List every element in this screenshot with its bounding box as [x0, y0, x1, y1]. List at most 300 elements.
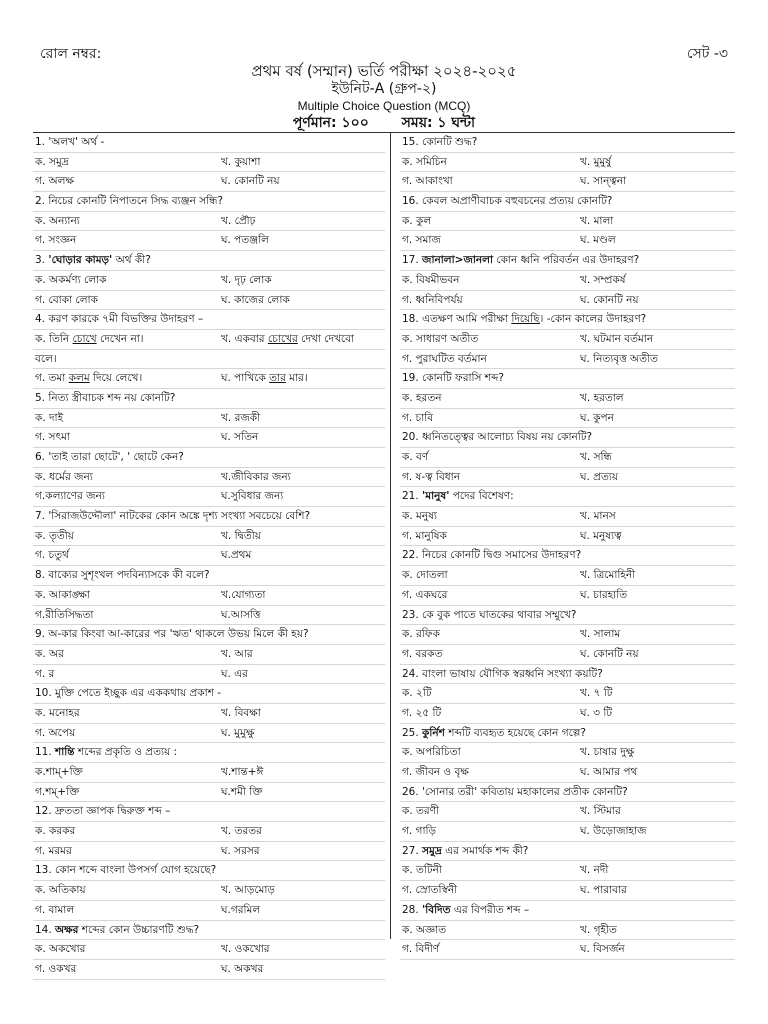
option-row — [33, 960, 385, 980]
question-stem-text: 26. 'সোনার তরী' কবিতায় মহাকালের প্রতীক কোনটি? — [402, 785, 628, 798]
option-text: ক. সাধারণ অতীত — [402, 332, 479, 345]
option-left — [402, 291, 463, 310]
option-row — [400, 409, 735, 429]
question-stem-text: কোন ধ্বনি পরিবর্তন এর উদাহরণ? — [493, 254, 640, 267]
option-right — [221, 763, 263, 782]
option-right — [580, 330, 653, 349]
option-row — [400, 527, 735, 547]
option-right — [580, 172, 626, 191]
option-text: ক.শাম্+ক্তি — [35, 766, 83, 778]
option-right — [580, 684, 612, 703]
question-stem — [33, 192, 385, 212]
option-left — [402, 172, 453, 191]
option-text: ক. তটিনী — [402, 864, 442, 877]
option-row — [400, 763, 735, 783]
option-left — [402, 527, 447, 546]
option-right — [580, 704, 612, 723]
option-right — [221, 271, 272, 290]
option-text: খ. গৃহীত — [580, 923, 617, 936]
question-stem — [400, 724, 735, 744]
option-row — [400, 822, 735, 842]
question-2 — [33, 192, 385, 251]
option-left — [402, 645, 442, 664]
question-stem — [400, 546, 735, 566]
option-row — [400, 153, 735, 173]
option-row — [33, 231, 385, 251]
option-text: ঘ. কাজের লোক — [221, 293, 290, 306]
exam-title: প্রথম বর্ষ (সম্মান) ভর্তি পরীক্ষা ২০২৪-২০২৫ — [251, 62, 517, 80]
set-label: সেট -৩ — [686, 46, 728, 62]
option-text: ঘ. চারহাতি — [580, 588, 628, 601]
option-right — [221, 428, 258, 447]
option-text: ঘ. অকখর — [221, 962, 264, 975]
option-left — [35, 645, 64, 664]
option-row — [400, 566, 735, 586]
option-row — [400, 448, 735, 468]
question-stem — [400, 192, 735, 212]
question-stem-text: 18. এতক্ষণ আমি পরীক্ষা — [402, 313, 512, 326]
option-text: ক. অকর্মণ্য লোক — [35, 273, 107, 286]
option-text: ক. অন্যান্য — [35, 214, 80, 227]
option-row — [400, 802, 735, 822]
option-text: ঘ.গরমিল — [221, 903, 261, 916]
option-row — [33, 606, 385, 626]
question-stem-text: 27. — [402, 844, 423, 857]
question-stem-text: শব্দের কোন উচ্চারণটি শুদ্ধ? — [78, 923, 200, 936]
exam-unit: ইউনিট-A (গ্রুপ-২) — [331, 81, 437, 97]
option-text: ঘ. কোনটি নয় — [221, 175, 280, 188]
option-row — [400, 625, 735, 645]
option-row — [33, 330, 385, 350]
option-text: গ. মানুষিক — [402, 529, 447, 542]
question-stem — [33, 684, 385, 704]
option-row — [33, 783, 385, 803]
option-left — [35, 153, 69, 172]
question-stem-text: 23. কে বুক পাতে ঘাতকের থাবার সম্মুখে? — [402, 608, 577, 621]
option-row — [33, 527, 385, 547]
option-left — [35, 901, 74, 920]
option-text: খ. চাষার দুক্ষু — [580, 746, 635, 759]
option-left — [35, 330, 144, 349]
option-right — [221, 527, 261, 546]
option-left — [402, 704, 441, 723]
option-text: গ. আকাংখা — [402, 175, 453, 188]
option-text: ক. অর — [35, 647, 64, 660]
question-stem — [33, 310, 385, 330]
exam-duration: সময়: ১ ঘন্টা — [401, 115, 476, 131]
question-stem-text: 20. ধ্বনিতত্ত্বের আলোচ্য বিষয় নয় কোনটি? — [402, 431, 593, 444]
question-17 — [400, 251, 735, 310]
option-text: ঘ. কোনটি নয় — [580, 293, 639, 306]
option-left — [402, 566, 448, 585]
question-stem-text: 25. — [402, 726, 423, 739]
option-row — [400, 645, 735, 665]
option-text: ঘ. পারাবার — [580, 884, 627, 897]
question-stem — [33, 802, 385, 822]
option-left — [35, 369, 142, 388]
option-text: খ. ৭ টি — [580, 687, 613, 700]
option-text: ক. করকর — [35, 825, 76, 838]
option-right — [580, 212, 613, 231]
option-right — [580, 271, 626, 290]
option-text: ঘ. মনুষ্যত্ব — [580, 529, 622, 542]
option-text: খ.শান্ত+ঈ — [221, 766, 264, 778]
option-text: ঘ. কুপন — [580, 411, 614, 424]
question-stem — [400, 783, 735, 803]
option-row — [400, 330, 735, 350]
option-row — [400, 704, 735, 724]
question-stem — [400, 606, 735, 626]
question-stem-text: 12. দ্রুততা জ্ঞাপক দ্বিরুক্ত শব্দ – — [35, 805, 171, 818]
option-left — [35, 546, 69, 565]
option-text: তার — [269, 372, 286, 385]
option-right — [580, 940, 625, 959]
option-row — [33, 212, 385, 232]
option-right — [221, 901, 260, 920]
option-row — [400, 507, 735, 527]
option-row — [33, 468, 385, 488]
question-stem — [33, 921, 385, 941]
option-row — [33, 940, 385, 960]
option-text: ঘ. সরসর — [221, 844, 260, 857]
option-text: ক. হরতন — [402, 391, 442, 404]
option-text: ঘ. মুমুক্ষু — [221, 726, 255, 739]
option-left — [35, 231, 76, 250]
question-28 — [400, 901, 735, 960]
option-left — [402, 802, 439, 821]
option-right — [221, 330, 354, 349]
option-text: খ.জীবিকার জন্য — [221, 470, 291, 483]
question-8 — [33, 566, 385, 625]
question-stem-text: 1. 'অলখ' অর্থ - — [35, 136, 105, 148]
option-text: গ. ধ্বনিবিপর্যয় — [402, 293, 463, 306]
question-3 — [33, 251, 385, 310]
option-right — [580, 409, 614, 428]
option-text: খ.যোগ্যতা — [221, 588, 266, 601]
question-22 — [400, 546, 735, 605]
question-stem — [33, 861, 385, 881]
question-stem-text: কুর্নিশ — [422, 726, 445, 739]
option-text: গ.রীতিসিদ্ধতা — [35, 608, 94, 621]
option-left — [402, 389, 441, 408]
option-left — [402, 350, 487, 369]
option-text: গ. সমাজ — [402, 234, 441, 247]
option-right — [221, 606, 261, 625]
option-left — [402, 468, 460, 487]
option-row — [400, 586, 735, 606]
option-row — [400, 231, 735, 251]
option-row — [33, 487, 385, 507]
option-left — [402, 330, 478, 349]
option-text: ক. মনোহর — [35, 706, 80, 719]
option-right — [221, 940, 270, 959]
question-5 — [33, 389, 385, 448]
option-text: খ. সম্প্রকর্ষ — [580, 273, 626, 286]
option-text: গ. চাবি — [402, 411, 434, 424]
option-text: গ. অপেয় — [35, 726, 76, 739]
option-right — [580, 350, 658, 369]
question-stem-text: 11. — [35, 746, 56, 759]
option-right — [221, 960, 263, 979]
option-text: খ. দৃঢ় লোক — [221, 273, 272, 286]
option-text: গ.কল্যাণের জন্য — [35, 490, 105, 503]
option-left — [35, 763, 83, 782]
question-stem-text: 13. কোন শব্দে বাংলা উপসর্গ যোগ হয়েছে? — [35, 864, 217, 877]
question-stem-text: সমুদ্র — [422, 844, 442, 857]
question-stem-text: 'ঘোড়ার কামড়' — [48, 254, 113, 267]
question-25 — [400, 724, 735, 783]
question-stem-text: 15. কোনটি শুদ্ধ? — [402, 136, 478, 148]
option-right — [221, 822, 262, 841]
option-left — [35, 881, 86, 900]
option-text: দেখা দেখবো — [297, 332, 354, 345]
option-text: ক. তরণী — [402, 805, 440, 818]
question-stem-text: অক্ষর — [55, 923, 79, 936]
option-text: কলম — [68, 372, 90, 385]
option-text: মার। — [285, 372, 308, 385]
question-14 — [33, 921, 385, 980]
question-16 — [400, 192, 735, 251]
question-13 — [33, 861, 385, 920]
question-stem — [33, 389, 385, 409]
option-text: খ. রজকী — [221, 411, 261, 424]
option-text: ক. আকাঙ্ক্ষা — [35, 588, 90, 601]
question-stem-text: 'মানুষ' — [422, 490, 450, 503]
question-stem — [400, 133, 735, 153]
option-right — [221, 153, 260, 172]
option-text: গ. স্রোতস্বিনী — [402, 884, 458, 897]
option-row — [33, 842, 385, 862]
option-text: দিয়ে লেখে। — [89, 372, 143, 385]
question-stem — [33, 448, 385, 468]
option-row — [33, 369, 385, 389]
option-left — [402, 743, 461, 762]
option-left — [402, 448, 428, 467]
option-left — [402, 153, 447, 172]
option-left — [402, 763, 469, 782]
option-left — [35, 271, 107, 290]
question-15 — [400, 133, 735, 192]
option-text: ঘ. আমার পথ — [580, 766, 638, 778]
option-right — [221, 468, 291, 487]
option-right — [580, 291, 639, 310]
question-stem — [400, 901, 735, 921]
option-text: খ. সন্ধি — [580, 451, 612, 463]
option-right — [580, 763, 637, 782]
option-right — [580, 743, 634, 762]
question-column-left — [33, 133, 385, 980]
option-row — [400, 861, 735, 881]
option-text: ক. সমিচিন — [402, 155, 447, 168]
question-stem — [33, 566, 385, 586]
option-row — [400, 291, 735, 311]
option-text: গ. বোকা লোক — [35, 293, 98, 306]
option-row — [33, 665, 385, 685]
option-text: ঘ. এর — [221, 667, 248, 680]
option-right — [580, 921, 617, 940]
question-stem — [400, 665, 735, 685]
question-stem-text: 9. অ-কার কিংবা আ-কারের পর 'ঋত' থাকলে উভয় মিলে কী হয়? — [35, 628, 309, 641]
option-row — [33, 704, 385, 724]
question-stem-text: 14. — [35, 923, 56, 936]
option-text: গ. চতুর্থ — [35, 549, 69, 562]
question-stem-text: অর্থ কী? — [112, 254, 151, 267]
option-row — [400, 350, 735, 370]
option-left — [35, 842, 72, 861]
option-row — [33, 291, 385, 311]
option-text: গ. অলক্ষ — [35, 175, 74, 188]
exam-subtitle: Multiple Choice Question (MCQ) — [297, 99, 471, 113]
option-row — [33, 763, 385, 783]
question-6 — [33, 448, 385, 507]
option-text: গ. সৎমা — [35, 431, 70, 444]
option-right — [221, 291, 290, 310]
question-stem — [33, 743, 385, 763]
option-left — [35, 172, 74, 191]
question-26 — [400, 783, 735, 842]
question-stem — [400, 487, 735, 507]
option-row — [400, 743, 735, 763]
option-left — [35, 606, 93, 625]
question-column-right — [400, 133, 735, 960]
option-text: গ. পুরাঘটিত বর্তমান — [402, 352, 487, 365]
question-stem-text: 17. — [402, 254, 423, 267]
question-9 — [33, 625, 385, 684]
option-text: খ. একবার — [221, 332, 268, 345]
question-stem-text: দিয়েছি — [511, 313, 540, 326]
question-stem-text: শব্দটি ব্যবহৃত হয়েছে কোন গল্পে? — [444, 726, 586, 739]
option-right — [221, 645, 253, 664]
option-text: খ. আড়মোড় — [221, 884, 275, 897]
option-row — [33, 586, 385, 606]
option-left — [402, 625, 440, 644]
option-row — [400, 881, 735, 901]
option-text: ক. ধর্মের জন্য — [35, 470, 93, 483]
option-text: ক. অপরিচিতা — [402, 746, 461, 759]
question-stem — [400, 428, 735, 448]
question-stem — [400, 310, 735, 330]
option-row — [400, 212, 735, 232]
question-stem-text: শান্তি — [55, 746, 75, 759]
option-left — [35, 704, 80, 723]
option-left — [402, 861, 442, 880]
option-row — [33, 172, 385, 192]
option-text: ক. বিষমীভবন — [402, 273, 460, 286]
option-right — [221, 704, 261, 723]
question-stem-text: 21. — [402, 490, 423, 503]
option-row — [33, 901, 385, 921]
option-right — [580, 586, 627, 605]
option-left — [35, 940, 85, 959]
question-stem — [400, 251, 735, 271]
question-stem-text: 6. 'তাই তারা ছোটে', ' ছোটে কেন? — [35, 451, 184, 463]
option-left — [402, 231, 441, 250]
option-text: ক. ২টি — [402, 687, 432, 700]
option-text: ক. দাই — [35, 411, 64, 424]
option-right — [221, 212, 255, 231]
exam-meta — [0, 114, 768, 132]
option-row — [400, 172, 735, 192]
question-21 — [400, 487, 735, 546]
option-right — [580, 153, 611, 172]
option-text: গ. বিদীর্ণ — [402, 943, 440, 956]
question-stem — [400, 842, 735, 862]
option-left — [35, 527, 74, 546]
option-text: খ. মানস — [580, 510, 616, 523]
option-right — [580, 802, 621, 821]
option-text: গ. ২৫ টি — [402, 706, 442, 719]
option-text: ক. দোতলা — [402, 569, 448, 582]
option-text: ঘ.আসত্তি — [221, 608, 261, 621]
option-left — [35, 468, 93, 487]
option-row — [33, 409, 385, 429]
roll-number-label: রোল নম্বর: — [40, 46, 102, 62]
option-right — [580, 861, 608, 880]
option-left — [35, 212, 80, 231]
option-right — [580, 448, 612, 467]
option-row — [33, 350, 385, 370]
option-left — [402, 271, 459, 290]
question-1 — [33, 133, 385, 192]
question-stem-text: এর বিপরীত শব্দ – — [450, 903, 530, 916]
option-text: গ. তমা — [35, 372, 69, 385]
option-left — [35, 822, 75, 841]
question-stem-text: 8. বাক্যের সুশৃংখল পদবিন্যাসকে কী বলে? — [35, 569, 210, 582]
option-text: গ. গাড়ি — [402, 825, 436, 838]
option-right — [580, 231, 616, 250]
option-text: ক. সমুদ্র — [35, 155, 69, 168]
option-left — [402, 507, 437, 526]
question-stem-text: পদের বিশেষণ: — [449, 490, 514, 503]
option-text: ক. বর্ণ — [402, 451, 429, 463]
option-right — [580, 822, 647, 841]
option-text: খ. ওকখোর — [221, 943, 270, 956]
option-right — [221, 487, 283, 506]
option-text: ঘ. প্রত্যয় — [580, 470, 619, 483]
option-left — [402, 921, 446, 940]
option-left — [35, 409, 63, 428]
option-text: খ. ঘটমান বর্তমান — [580, 332, 654, 345]
question-stem-text: 7. 'সিরাজউদ্দৌলা' নাটকের কোন অঙ্কে দৃশ্য সংখ্যা সবচেয়ে বেশি? — [35, 510, 311, 523]
option-row — [400, 684, 735, 704]
option-row — [400, 921, 735, 941]
option-left — [35, 428, 70, 447]
option-left — [402, 881, 457, 900]
option-text: ঘ. মণ্ডল — [580, 234, 616, 247]
option-text: চোখে — [72, 332, 97, 345]
option-row — [33, 822, 385, 842]
question-stem — [33, 507, 385, 527]
question-24 — [400, 665, 735, 724]
option-text: ঘ. ৩ টি — [580, 706, 613, 719]
option-left — [402, 586, 447, 605]
option-text: ক. তিনি — [35, 332, 73, 345]
column-divider — [390, 133, 391, 939]
option-text: গ. জীবন ও বৃক্ষ — [402, 766, 469, 778]
option-left — [402, 822, 436, 841]
question-stem-text: 2. নিচের কোনটি নিপাতনে সিদ্ধ ব্যঞ্জন সন্ধি? — [35, 195, 224, 208]
option-right — [580, 527, 622, 546]
option-right — [221, 172, 280, 191]
question-stem — [33, 133, 385, 153]
question-stem-text: 16. কেবল অপ্রাণীবাচক বহুবচনের প্রত্যয় কোনটি? — [402, 195, 613, 208]
option-left — [402, 684, 432, 703]
question-19 — [400, 369, 735, 428]
question-7 — [33, 507, 385, 566]
option-text: ঘ. কোনটি নয় — [580, 647, 639, 660]
question-stem-text: 22. নিচের কোনটি দ্বিগু সমাসের উদাহরণ? — [402, 549, 582, 562]
question-stem-text: 3. — [35, 254, 49, 267]
